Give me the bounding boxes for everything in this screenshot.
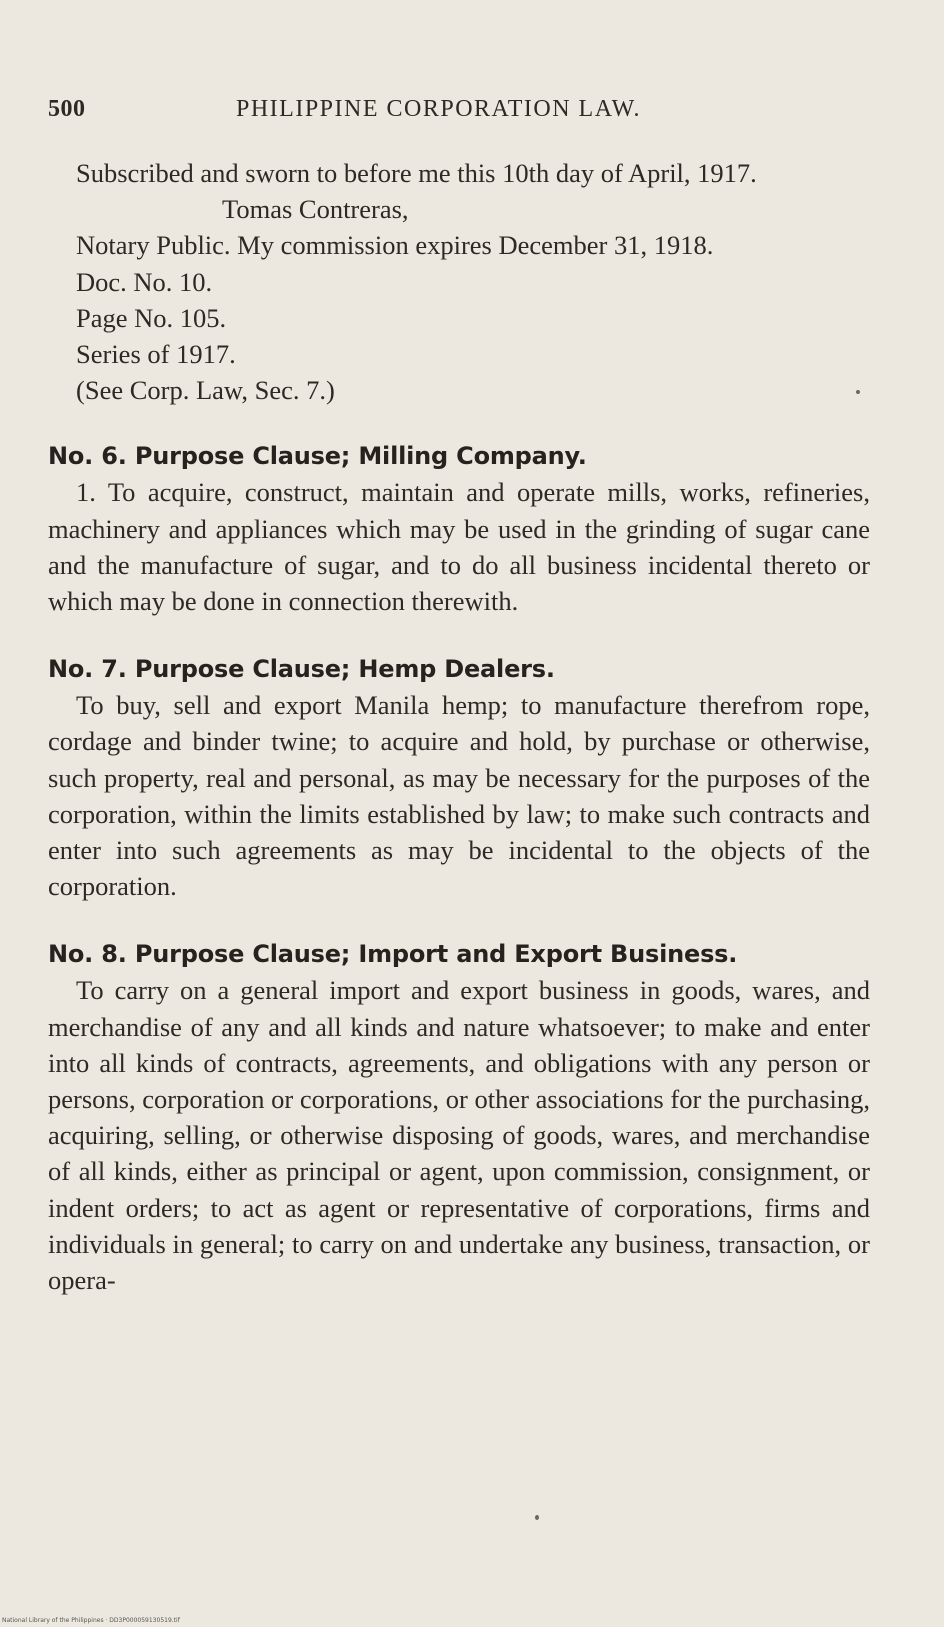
doc-number: Doc. No. 10. [76, 266, 213, 297]
section-heading-8: No. 8. Purpose Clause; Import and Export Business. [48, 940, 738, 969]
section-heading-7: No. 7. Purpose Clause; Hemp Dealers. [48, 655, 555, 684]
paper-speck [856, 390, 860, 394]
paper-speck [535, 1515, 539, 1520]
notary-subscribed: Subscribed and sworn to before me this 10th day of April, 1917. [76, 158, 757, 188]
section-heading-6: No. 6. Purpose Clause; Milling Company. [48, 442, 587, 471]
law-reference: (See Corp. Law, Sec. 7.) [76, 375, 335, 406]
notary-commission: Notary Public. My commission expires December 31, 1918. [76, 230, 714, 261]
scan-source-label: National Library of the Philippines · DD3P000059130519.tif [2, 1617, 180, 1624]
page-ref: Page No. 105. [76, 302, 227, 333]
section-text-6: 1. To acquire, construct, maintain and operate mills, works, refineries, machinery and appliances which may be used in the grinding of sugar cane and the manufacture of sugar, and to do all business incidental thereto or which may be done in connection therewith. [48, 477, 870, 617]
running-title: PHILIPPINE CORPORATION LAW. [236, 96, 642, 122]
page-number: 500 [48, 96, 86, 122]
series-ref: Series of 1917. [76, 339, 236, 370]
page-body [48, 155, 870, 1298]
notary-name: Tomas Contreras, [222, 194, 409, 225]
section-text-7: To buy, sell and export Manila hemp; to manufacture therefrom rope, cordage and binder twine; to acquire and hold, by purchase or otherwise, such property, real and personal, as may be necessary for the purposes of the corporation, within the limits established by law; to make such contracts and enter into such agreements as may be incidental to the objects of the corporation. [48, 690, 870, 902]
section-text-8: To carry on a general import and export business in goods, wares, and merchandise of any and all kinds and nature whatsoever; to make and enter into all kinds of contracts, agreements, and obligations with any person or persons, corporation or corporations, or other associations for the purchasing, acquiring, selling, or otherwise disposing of goods, wares, and merchandise of all kinds, either as principal or agent, upon commission, consignment, or indent orders; to act as agent or representative of corporations, firms and individuals in general; to carry on and undertake any business, transaction, or opera- [48, 975, 870, 1296]
